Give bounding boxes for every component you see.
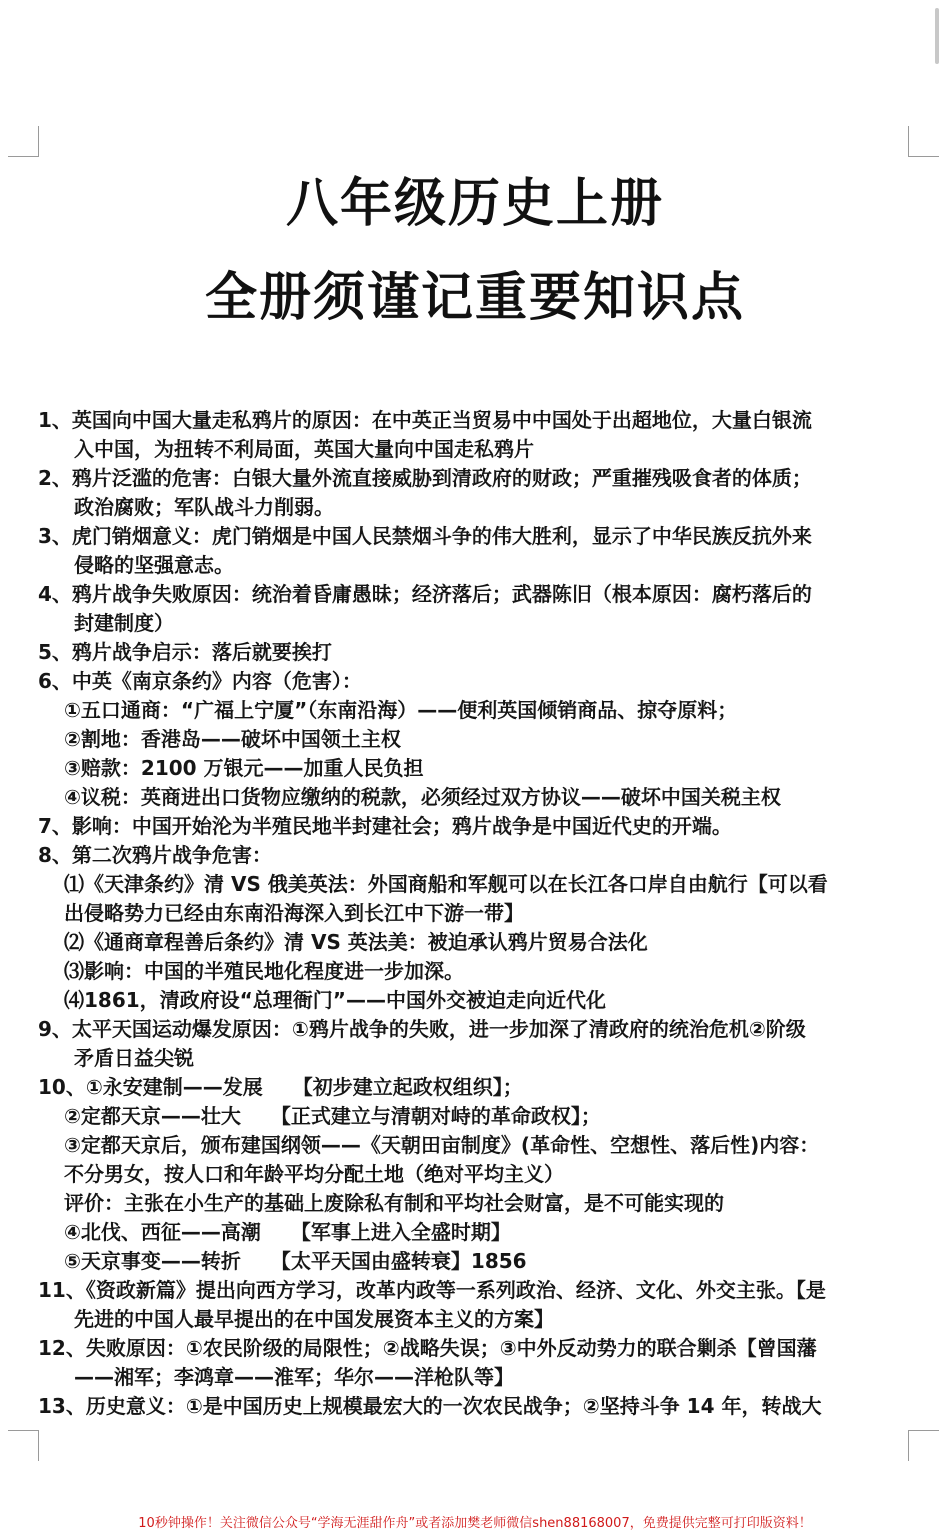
content-line: 13、历史意义：①是中国历史上规模最宏大的一次农民战争；②坚持斗争 14 年，转战大 [38, 1394, 822, 1418]
content-line: 8、第二次鸦片战争危害： [38, 843, 272, 867]
content-line: ⑴《天津条约》清 VS 俄美英法：外国商船和军舰可以在长江各口岸自由航行【可以看 [64, 872, 828, 896]
content-line: 12、失败原因：①农民阶级的局限性；②战略失误；③中外反动势力的联合剿杀【曾国藩 [38, 1336, 817, 1360]
content-line: 1、英国向中国大量走私鸦片的原因：在中英正当贸易中中国处于出超地位，大量白银流 [38, 408, 812, 432]
content-line: ⑵《通商章程善后条约》清 VS 英法美：被迫承认鸦片贸易合法化 [64, 930, 648, 954]
content-line: 评价：主张在小生产的基础上废除私有制和平均社会财富，是不可能实现的 [64, 1191, 724, 1215]
content-line: 4、鸦片战争失败原因：统治着昏庸愚昧；经济落后；武器陈旧（根本原因：腐朽落后的 [38, 582, 812, 606]
footer-promo-text: 10秒钟操作！关注微信公众号“学海无涯甜作舟”或者添加樊老师微信shen88168007，免费提供完整可打印版资料！ [138, 1516, 812, 1531]
content-line: ③定都天京后，颁布建国纲领——《天朝田亩制度》(革命性、空想性、落后性)内容： [64, 1133, 820, 1157]
content-line: 入中国，为扭转不利局面，英国大量向中国走私鸦片 [74, 437, 534, 461]
page-title-line-2: 全册须谨记重要知识点 [204, 268, 745, 328]
crop-mark-bottom-left [8, 1430, 39, 1461]
content-line: 2、鸦片泛滥的危害：白银大量外流直接威胁到清政府的财政；严重摧残吸食者的体质； [38, 466, 812, 490]
content-line: 5、鸦片战争启示：落后就要挨打 [38, 640, 332, 664]
content-line: ⑤天京事变——转折 【太平天国由盛转衰】1856 [64, 1249, 527, 1273]
content-line: 不分男女，按人口和年龄平均分配土地（绝对平均主义） [64, 1162, 564, 1186]
content-line: 3、虎门销烟意义：虎门销烟是中国人民禁烟斗争的伟大胜利，显示了中华民族反抗外来 [38, 524, 812, 548]
content-line: 出侵略势力已经由东南沿海深入到长江中下游一带】 [64, 901, 524, 925]
crop-mark-top-right [908, 126, 939, 157]
content-line: 9、太平天国运动爆发原因：①鸦片战争的失败，进一步加深了清政府的统治危机②阶级 [38, 1017, 806, 1041]
scrollbar-thumb[interactable] [935, 8, 939, 64]
content-line: ——湘军；李鸿章——淮军；华尔——洋枪队等】 [74, 1365, 514, 1389]
content-line: 10、①永安建制——发展 【初步建立起政权组织】； [38, 1075, 523, 1099]
content-line: 11、《资政新篇》提出向西方学习，改革内政等一系列政治、经济、文化、外交主张。【是 [38, 1278, 826, 1302]
content-line: 7、影响：中国开始沦为半殖民地半封建社会；鸦片战争是中国近代史的开端。 [38, 814, 732, 838]
knowledge-points-list [38, 406, 918, 1421]
content-line: ①五口通商：“广福上宁厦”（东南沿海）——便利英国倾销商品、掠夺原料； [64, 698, 738, 722]
content-line: ③赔款：2100 万银元——加重人民负担 [64, 756, 424, 780]
content-line: ⑶影响：中国的半殖民地化程度进一步加深。 [64, 959, 464, 983]
content-line: ②定都天京——壮大 【正式建立与清朝对峙的革命政权】； [64, 1104, 601, 1128]
content-line: 先进的中国人最早提出的在中国发展资本主义的方案】 [74, 1307, 554, 1331]
content-line: 封建制度） [74, 611, 174, 635]
content-line: ④北伐、西征——高潮 【军事上进入全盛时期】 [64, 1220, 511, 1244]
page-title-line-1: 八年级历史上册 [285, 174, 664, 234]
content-line: 6、中英《南京条约》内容（危害）： [38, 669, 362, 693]
crop-mark-bottom-right [908, 1430, 939, 1461]
content-line: ②割地：香港岛——破坏中国领土主权 [64, 727, 401, 751]
content-line: 侵略的坚强意志。 [74, 553, 234, 577]
content-line: 政治腐败；军队战斗力削弱。 [74, 495, 334, 519]
content-line: ⑷1861，清政府设“总理衙门”——中国外交被迫走向近代化 [64, 988, 606, 1012]
crop-mark-top-left [8, 126, 39, 157]
content-line: ④议税：英商进出口货物应缴纳的税款，必须经过双方协议——破坏中国关税主权 [64, 785, 781, 809]
content-line: 矛盾日益尖锐 [74, 1046, 194, 1070]
